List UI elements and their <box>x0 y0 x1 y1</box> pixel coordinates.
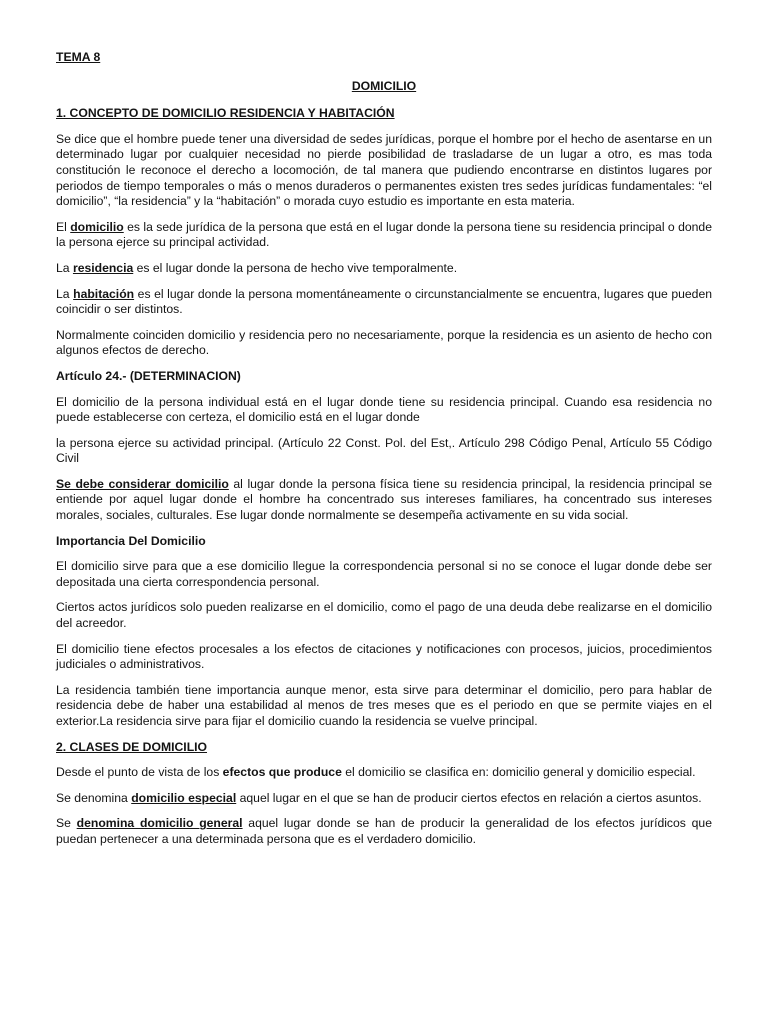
term-habitacion: habitación <box>73 286 135 301</box>
importancia-paragraph-3: El domicilio tiene efectos procesales a los efectos de citaciones y notificaciones con procesos, juicios, procedimientos judiciales o administrativos. <box>56 641 712 672</box>
sec1-paragraph-5: Normalmente coinciden domicilio y residencia pero no necesariamente, porque la residencia es un asiento de hecho con algunos efectos de derecho. <box>56 327 712 358</box>
text-span: Se denomina <box>56 790 132 805</box>
term-domicilio-especial: domicilio especial <box>131 790 237 805</box>
section-1-heading: 1. CONCEPTO DE DOMICILIO RESIDENCIA Y HABITACIÓN <box>56 106 395 121</box>
art24-paragraph-1: El domicilio de la persona individual está en el lugar donde tiene su residencia principal. Cuando esa residencia no puede establecerse con certeza, el domicilio está en el lugar donde <box>56 394 712 425</box>
importancia-paragraph-2: Ciertos actos jurídicos solo pueden realizarse en el domicilio, como el pago de una deuda debe realizarse en el domicilio del acreedor. <box>56 600 712 631</box>
text-span: Se <box>56 816 77 831</box>
term-efectos-que-produce: efectos que produce <box>222 765 342 780</box>
art24-paragraph-3 <box>56 477 712 524</box>
sec2-paragraph-3 <box>56 816 712 847</box>
text-span: el domicilio se clasifica en: domicilio general y domicilio especial. <box>341 765 696 780</box>
text-span: La <box>56 286 74 301</box>
text-span: es el lugar donde la persona momentáneamente o circunstancialmente se encuentra, lugares que pueden coincidir o ser distintos. <box>56 286 712 317</box>
text-span: aquel lugar en el que se han de producir ciertos efectos en relación a ciertos asuntos. <box>236 790 702 805</box>
importancia-heading: Importancia Del Domicilio <box>56 533 206 548</box>
tema-heading: TEMA 8 <box>56 50 101 64</box>
article-24-heading: Artículo 24.- (DETERMINACION) <box>56 368 241 383</box>
sec1-paragraph-1: Se dice que el hombre puede tener una diversidad de sedes jurídicas, porque el hombre por el hecho de asentarse en un determinado lugar por cualquier necesidad no pierde posibilidad de trasladarse de un lugar a otro, es mas toda constitución le reconoce el derecho a locomoción, de tal manera que pudiendo encontrarse en distintos lugares por periodos de tiempo temporales o más o menos duraderos o permanentes existen tres sedes jurídicas fundamentales: “el domicilio”, “la residencia” y la “habitación” o morada cuyo estudio es importante en esta materia. <box>56 131 712 209</box>
sec2-paragraph-1 <box>56 765 712 781</box>
text-span: es la sede jurídica de la persona que está en el lugar donde la persona tiene su residencia principal o donde la persona ejerce su principal actividad. <box>56 219 712 250</box>
sec1-paragraph-domicilio <box>56 220 712 251</box>
art24-paragraph-2: la persona ejerce su actividad principal. (Artículo 22 Const. Pol. del Est,. Artículo 298 Código Penal, Artículo 55 Código Civil <box>56 435 712 466</box>
text-span: es el lugar donde la persona de hecho vive temporalmente. <box>133 260 458 275</box>
sec1-paragraph-habitacion <box>56 287 712 318</box>
text-span: Desde el punto de vista de los <box>56 765 223 780</box>
text-span: aquel lugar donde se han de producir la generalidad de los efectos jurídicos que puedan pertenecer a una determinada persona que es el verdadero domicilio. <box>56 816 712 846</box>
term-residencia: residencia <box>72 260 134 275</box>
term-domicilio: domicilio <box>70 219 124 234</box>
term-domicilio-general: denomina domicilio general <box>76 816 243 831</box>
sec1-paragraph-residencia <box>56 261 712 277</box>
section-2-heading: 2. CLASES DE DOMICILIO <box>56 739 208 754</box>
text-span: El <box>56 219 71 234</box>
term-se-debe-considerar: Se debe considerar domicilio <box>56 476 229 491</box>
text-span: al lugar donde la persona física tiene su residencia principal, la residencia principal se entiende por aquel lugar donde el hombre ha concentrado sus intereses familiares, ha concentrado sus intereses morales, sociales, culturales. Ese lugar donde normalmente se desempeña activamente en su vida social. <box>56 476 713 523</box>
document-title: DOMICILIO <box>351 78 417 93</box>
importancia-paragraph-1: El domicilio sirve para que a ese domicilio llegue la correspondencia personal si no se conoce el lugar donde debe ser depositada una cierta correspondencia personal. <box>56 559 712 589</box>
text-span: La <box>56 260 73 275</box>
sec2-paragraph-2 <box>56 791 712 807</box>
importancia-paragraph-4: La residencia también tiene importancia aunque menor, esta sirve para determinar el domicilio, pero para hablar de residencia debe de haber una estabilidad al menos de tres meses que es el periodo en que se permite viajes en el exterior.La residencia sirve para fijar el domicilio cuando la residencia se vuelve principal. <box>56 682 712 728</box>
